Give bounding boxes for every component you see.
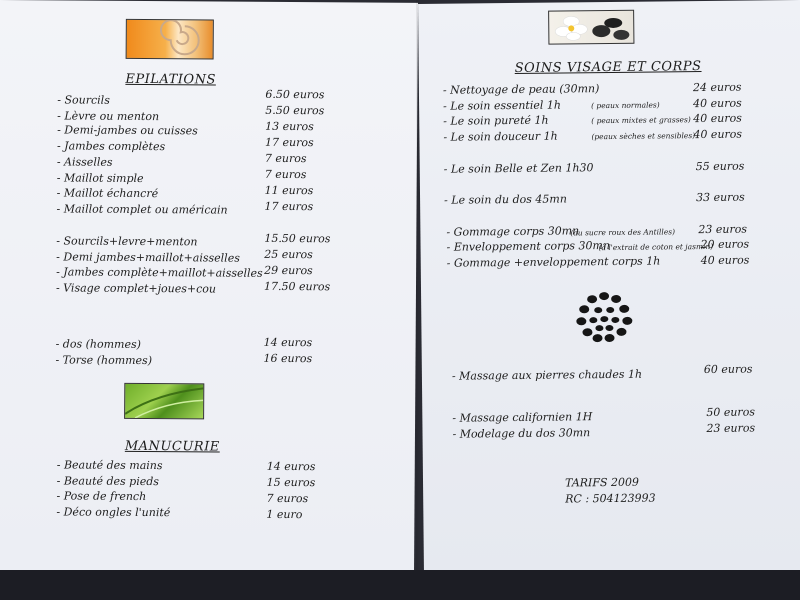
massage-item-price: 60 euros (703, 362, 753, 377)
soin-item-label: - Le soin pureté 1h (443, 113, 549, 128)
manu-item-label: - Beauté des pieds (56, 474, 160, 489)
soin-item-note: (à l'extrait de coton et jasmin) (598, 241, 714, 253)
soins-title: SOINS VISAGE ET CORPS (514, 59, 702, 76)
epil-item-price: 17 euros (264, 199, 314, 214)
hot-stones-icon (569, 288, 640, 349)
epil-item-label: - Jambes complètes (56, 139, 166, 154)
epil-item-label: - Torse (hommes) (55, 353, 153, 368)
epil-item-label: - Maillot simple (56, 171, 144, 186)
soin-item-label: - Gommage corps 30mn (446, 224, 580, 239)
massage-item-price: 50 euros (706, 405, 756, 420)
epil-item-label: - Demi jambes+maillot+aisselles (56, 250, 240, 265)
epil-item-label: - Maillot échancré (56, 186, 159, 201)
epil-item-price: 29 euros (264, 263, 313, 278)
soin-item-note: ( peaux normales) (591, 100, 660, 111)
epil-item-price: 13 euros (265, 119, 314, 134)
epil-item-price: 14 euros (263, 335, 313, 350)
massage-item-label: - Modelage du dos 30mn (452, 426, 591, 441)
massage-item-label: - Massage aux pierres chaudes 1h (451, 367, 643, 383)
epil-item-price: 6.50 euros (265, 87, 325, 102)
soin-item-price: 55 euros (695, 159, 745, 174)
soin-item-label: - Le soin Belle et Zen 1h30 (443, 161, 594, 176)
massage-item-price: 23 euros (706, 421, 756, 436)
soin-item-note: (peaux sèches et sensibles) (591, 131, 696, 142)
soin-item-price: 40 euros (693, 96, 742, 111)
epil-item-label: - Aisselles (56, 155, 113, 169)
epil-item-price: 15.50 euros (264, 231, 331, 246)
bottom-shadow (0, 570, 800, 600)
epil-item-price: 17 euros (264, 135, 314, 150)
soin-item-note: (au sucre roux des Antilles) (570, 227, 676, 238)
epil-item-price: 17.50 euros (263, 279, 331, 294)
manu-item-price: 15 euros (266, 475, 316, 490)
epil-item-price: 7 euros (264, 151, 307, 166)
soin-item-label: - Le soin essentiel 1h (443, 98, 561, 113)
massage-item-label: - Massage californien 1H (452, 410, 593, 425)
leaf-image (124, 383, 204, 420)
soin-item-label: - Gommage +enveloppement corps 1h (446, 254, 661, 270)
manu-item-label: - Beauté des mains (56, 458, 163, 473)
right-page (418, 0, 800, 577)
epil-item-price: 7 euros (264, 167, 307, 182)
epil-item-label: - dos (hommes) (55, 337, 141, 351)
tarifs-year: TARIFS 2009 (564, 475, 640, 490)
epilations-title: EPILATIONS (125, 71, 216, 88)
manu-item-label: - Pose de french (56, 489, 147, 504)
epil-item-label: - Jambes complète+maillot+aisselles (56, 265, 263, 280)
soin-item-price: 24 euros (692, 80, 742, 95)
epil-item-label: - Sourcils (57, 93, 110, 107)
soin-item-label: - Le soin douceur 1h (443, 129, 558, 144)
shell-image (126, 19, 214, 60)
manu-item-price: 7 euros (266, 491, 309, 506)
epil-item-price: 5.50 euros (265, 103, 325, 118)
epil-item-price: 11 euros (264, 183, 314, 198)
soin-item-label: - Nettoyage de peau (30mn) (442, 82, 600, 97)
epil-item-label: - Maillot complet ou américain (56, 202, 228, 217)
epil-item-label: - Demi-jambes ou cuisses (57, 123, 198, 138)
epil-item-label: - Visage complet+joues+cou (55, 281, 217, 296)
epil-item-label: - Sourcils+levre+menton (56, 234, 198, 249)
epil-item-price: 25 euros (264, 247, 313, 262)
manu-item-price: 14 euros (266, 459, 316, 474)
epil-item-price: 16 euros (263, 351, 313, 366)
rc-number: RC : 504123993 (565, 491, 656, 506)
soin-item-price: 20 euros (700, 237, 750, 252)
manucurie-title: MANUCURIE (124, 438, 220, 455)
soin-item-label: - Enveloppement corps 30mn (446, 239, 611, 254)
epil-item-label: - Lèvre ou menton (57, 109, 160, 124)
manu-item-price: 1 euro (266, 507, 303, 522)
page-fold (416, 0, 419, 580)
soin-item-price: 33 euros (695, 190, 745, 205)
soin-item-price: 40 euros (693, 111, 742, 126)
soin-item-price: 40 euros (700, 253, 750, 268)
flower-stones-image (548, 10, 634, 45)
soin-item-note: ( peaux mixtes et grasses) (591, 115, 691, 126)
soin-item-price: 40 euros (693, 127, 743, 142)
soin-item-price: 23 euros (698, 222, 748, 237)
manu-item-label: - Déco ongles l'unité (56, 505, 171, 520)
soin-item-label: - Le soin du dos 45mn (444, 192, 567, 207)
